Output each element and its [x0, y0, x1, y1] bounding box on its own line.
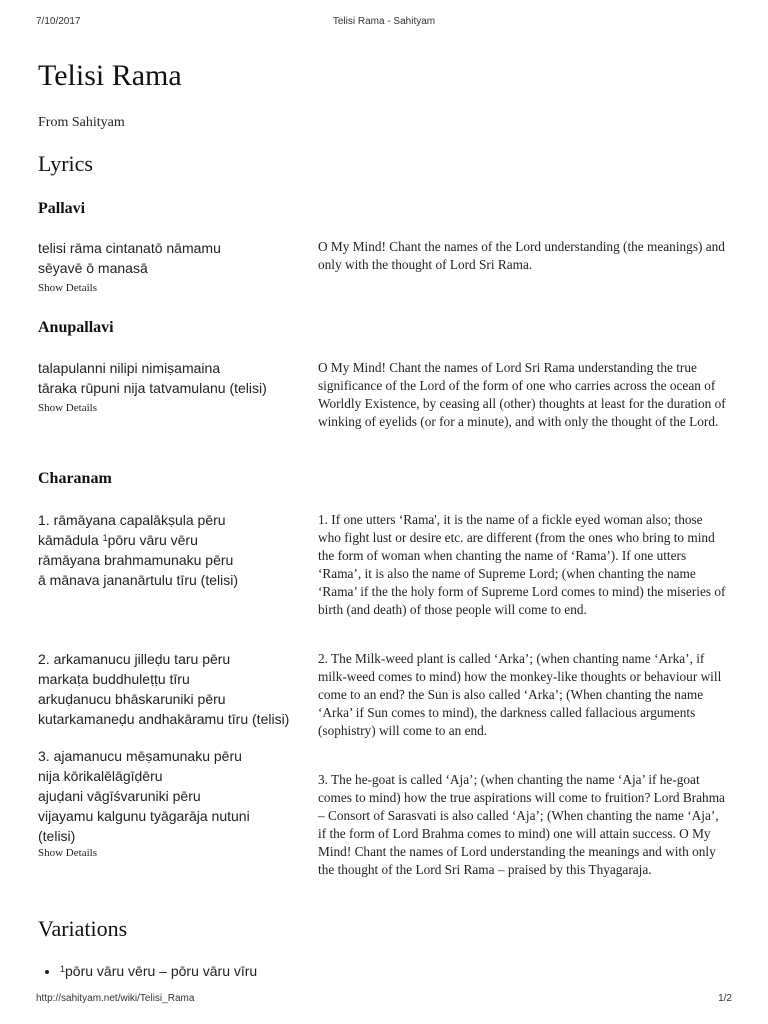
charanam-show-details-link[interactable]: Show Details [38, 847, 97, 859]
lyric-line: (telisi) [38, 828, 76, 844]
pallavi-translation: O My Mind! Chant the names of the Lord understanding (the meanings) and only with the thought of Lord Sri Rama. [318, 239, 725, 272]
pallavi-heading: Pallavi [38, 200, 86, 217]
lyric-text: pōru vāru vēru [107, 532, 198, 548]
lyric-line: vijayamu kalgunu tyāgarāja nutuni [38, 808, 250, 824]
article [38, 58, 730, 132]
lyrics-heading: Lyrics [38, 151, 93, 176]
lyric-line: arkuḍanucu bhāskaruniki pēru [38, 691, 226, 707]
anupallavi-heading: Anupallavi [38, 319, 114, 336]
variations-heading: Variations [38, 916, 128, 941]
print-title: Telisi Rama - Sahityam [332, 16, 436, 27]
lyric-line: markaṭa buddhuleṭṭu tīru [38, 671, 190, 687]
from-source: From Sahityam [38, 115, 125, 130]
lyric-line: ā mānava jananārtulu tīru (telisi) [38, 572, 238, 588]
lyric-line: 1. rāmāyana capalākṣula pēru [38, 512, 226, 528]
charanam-2-translation: 2. The Milk-weed plant is called ‘Arka’; (when chanting name ‘Arka’, if milk-weed comes to mind) how the monkey-like thoughts or behaviour will come to an end? the Sun is also called ‘Arka’; (When chanting the name ‘Arka’ if Sun comes to mind), the darkness called fallacious arguments (sophistry) will come to an end. [318, 651, 722, 738]
charanam-heading: Charanam [38, 470, 112, 487]
anupallavi-translation: O My Mind! Chant the names of Lord Sri Rama understanding the true significance of the Lord of the form of one who carries across the ocean of Worldly Existence, by ceasing all (other) thoughts at least for the duration of winking of eyelids (or for a minute), and with only the thought of the Lord. [318, 360, 726, 429]
charanam-2-lyrics [38, 649, 323, 729]
lyric-line: nija kōrikalēlāgīḍēru [38, 768, 163, 784]
lyric-line: ajuḍani vāgīśvaruniki pēru [38, 788, 201, 804]
print-date: 7/10/2017 [36, 16, 81, 27]
page-number: 1/2 [718, 993, 732, 1004]
lyric-line: 3. ajamanucu mēṣamunaku pēru [38, 748, 242, 764]
page-title: Telisi Rama [38, 59, 182, 92]
charanam-3-translation: 3. The he-goat is called ‘Aja’; (when chanting the name ‘Aja’ if he-goat comes to mind) how the true aspirations will come to fruition? Lord Brahma – Consort of Sarasvati is also called ‘Aja’; (When chanting the name ‘Aja’, if the form of Lord Brahma comes to mind) one will attain success. O My Mind! Chant the names of Lord understanding the meanings and with only the thought of the Lord Sri Rama – praised by this Thyagaraja. [318, 772, 725, 877]
variation-text: pōru vāru vēru – pōru vāru vīru [65, 963, 258, 979]
charanam-1-translation: 1. If one utters ‘Rama', it is the name of a fickle eyed woman also; those who fight lust or desire etc. are different (from the ones who bring to mind the form of woman when chanting the name of ‘Rama’). If one utters ‘Rama’, it is also the name of Supreme Lord; (when chanting the name ‘Rama’ if the the holy form of Supreme Lord comes to mind) the miseries of birth (and death) of those people will come to end. [318, 512, 726, 617]
lyric-line: tāraka rūpuni nija tatvamulanu (telisi) [38, 380, 267, 396]
lyric-line: kutarkamaneḍu andhakāramu tīru (telisi) [38, 711, 290, 727]
lyric-line: telisi rāma cintanatō nāmamu [38, 240, 221, 256]
footnote-marker: 1 [102, 533, 108, 543]
lyric-line: 2. arkamanucu jilleḍu taru pēru [38, 651, 231, 667]
lyric-line [38, 530, 313, 550]
footnote-marker: 1 [60, 964, 66, 974]
anupallavi-show-details-link[interactable]: Show Details [38, 402, 97, 414]
lyric-line: rāmāyana brahmamunaku pēru [38, 552, 234, 568]
lyric-line: talapulanni nilipi nimiṣamaina [38, 360, 221, 376]
lyric-text: kāmādula [38, 532, 103, 548]
variations-list [38, 961, 740, 981]
print-url: http://sahityam.net/wiki/Telisi_Rama [36, 993, 195, 1004]
list-item [60, 961, 740, 981]
pallavi-lyrics [38, 238, 308, 278]
charanam-1-lyrics [38, 510, 313, 590]
pallavi-show-details-link[interactable]: Show Details [38, 282, 97, 294]
lyric-line: sēyavē ō manasā [38, 260, 148, 276]
anupallavi-lyrics [38, 358, 313, 398]
charanam-3-lyrics [38, 746, 313, 846]
